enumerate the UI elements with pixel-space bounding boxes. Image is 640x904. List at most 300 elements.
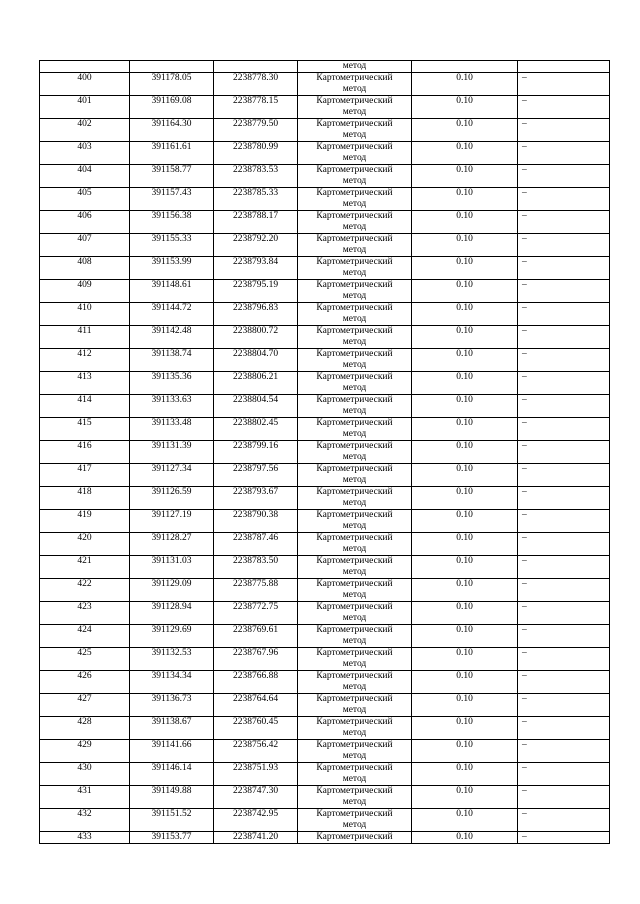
cell-method: [298, 625, 412, 648]
method-line-2: метод: [342, 107, 367, 117]
cell-point-number: 426: [40, 671, 130, 694]
cell-accuracy: 0.10: [412, 602, 518, 625]
cell-point-number: 431: [40, 786, 130, 809]
cell-x: 391169.08: [130, 96, 214, 119]
table-row: [40, 395, 610, 418]
cell-x: 391153.99: [130, 257, 214, 280]
table-row: [40, 96, 610, 119]
cell-point-number: 416: [40, 441, 130, 464]
cell-method: [298, 211, 412, 234]
cell-note: –: [518, 372, 610, 395]
method-line-2: метод: [342, 636, 367, 646]
cell-x: 391136.73: [130, 694, 214, 717]
cell-y: 2238793.67: [214, 487, 298, 510]
method-line-2: метод: [342, 544, 367, 554]
cell-x: 391141.66: [130, 740, 214, 763]
cell-accuracy: 0.10: [412, 165, 518, 188]
method-line-1: Картометрический: [316, 165, 393, 175]
cell-accuracy: 0.10: [412, 303, 518, 326]
cell-x: 391129.69: [130, 625, 214, 648]
cell-method: [298, 510, 412, 533]
method-line-1: Картометрический: [316, 694, 393, 704]
method-line-2: метод: [342, 176, 367, 186]
cell-accuracy: 0.10: [412, 119, 518, 142]
cell-point-number: 405: [40, 188, 130, 211]
cell-note: –: [518, 625, 610, 648]
cell-note: –: [518, 257, 610, 280]
cell-note: –: [518, 418, 610, 441]
cell-y: 2238802.45: [214, 418, 298, 441]
cell-x: 391128.27: [130, 533, 214, 556]
method-line-2: метод: [342, 751, 367, 761]
method-line-2: метод: [342, 383, 367, 393]
cell-method: [298, 418, 412, 441]
method-line-1: Картометрический: [316, 372, 393, 382]
method-line-2: метод: [342, 245, 367, 255]
cell-x: 391134.34: [130, 671, 214, 694]
cell-accuracy: 0.10: [412, 234, 518, 257]
table-row: [40, 809, 610, 832]
cell-accuracy: 0.10: [412, 280, 518, 303]
cell-y: 2238799.16: [214, 441, 298, 464]
coordinates-table: [39, 60, 610, 844]
method-line-1: Картометрический: [316, 211, 393, 221]
cell-method: [298, 188, 412, 211]
cell-point-number: 402: [40, 119, 130, 142]
cell-point-number: [40, 61, 130, 73]
table-row: [40, 533, 610, 556]
cell-accuracy: 0.10: [412, 372, 518, 395]
cell-x: 391131.03: [130, 556, 214, 579]
cell-method: [298, 326, 412, 349]
cell-note: –: [518, 809, 610, 832]
table-row: [40, 832, 610, 844]
cell-method: [298, 579, 412, 602]
method-line-1: Картометрический: [316, 441, 393, 451]
method-line-1: Картометрический: [316, 671, 393, 681]
cell-accuracy: 0.10: [412, 257, 518, 280]
cell-point-number: 432: [40, 809, 130, 832]
table-row: [40, 234, 610, 257]
cell-accuracy: 0.10: [412, 671, 518, 694]
cell-y: 2238779.50: [214, 119, 298, 142]
cell-method: [298, 533, 412, 556]
cell-x: 391155.33: [130, 234, 214, 257]
cell-y: 2238806.21: [214, 372, 298, 395]
cell-method: [298, 694, 412, 717]
cell-x: 391156.38: [130, 211, 214, 234]
cell-y: 2238804.70: [214, 349, 298, 372]
table-row: [40, 740, 610, 763]
cell-accuracy: 0.10: [412, 349, 518, 372]
table-row: [40, 165, 610, 188]
cell-point-number: 428: [40, 717, 130, 740]
method-line-2: метод: [342, 360, 367, 370]
cell-accuracy: 0.10: [412, 464, 518, 487]
cell-point-number: 427: [40, 694, 130, 717]
cell-accuracy: 0.10: [412, 96, 518, 119]
cell-method: [298, 740, 412, 763]
cell-method: [298, 234, 412, 257]
method-line-2: метод: [342, 199, 367, 209]
cell-accuracy: 0.10: [412, 211, 518, 234]
cell-note: –: [518, 510, 610, 533]
method-line-1: Картометрический: [316, 234, 393, 244]
cell-note: –: [518, 579, 610, 602]
cell-y: 2238742.95: [214, 809, 298, 832]
cell-method: [298, 487, 412, 510]
cell-y: 2238788.17: [214, 211, 298, 234]
table-row: [40, 119, 610, 142]
cell-x: 391132.53: [130, 648, 214, 671]
cell-method: [298, 372, 412, 395]
cell-x: 391178.05: [130, 73, 214, 96]
method-line-1: Картометрический: [316, 96, 393, 106]
cell-method: [298, 142, 412, 165]
table-row: [40, 671, 610, 694]
cell-accuracy: 0.10: [412, 832, 518, 844]
method-line-2: метод: [342, 567, 367, 577]
method-line-1: Картометрический: [316, 188, 393, 198]
cell-x: 391127.34: [130, 464, 214, 487]
method-line-1: Картометрический: [316, 487, 393, 497]
method-line-1: Картометрический: [316, 303, 393, 313]
cell-note: –: [518, 349, 610, 372]
method-line-1: Картометрический: [316, 326, 393, 336]
cell-y: 2238775.88: [214, 579, 298, 602]
method-line-1: Картометрический: [316, 832, 393, 842]
cell-accuracy: 0.10: [412, 694, 518, 717]
cell-note: –: [518, 188, 610, 211]
cell-method: [298, 257, 412, 280]
method-line-1: Картометрический: [316, 648, 393, 658]
cell-point-number: 414: [40, 395, 130, 418]
cell-point-number: 424: [40, 625, 130, 648]
table-row: [40, 556, 610, 579]
method-line-1: Картометрический: [316, 556, 393, 566]
cell-x: 391129.09: [130, 579, 214, 602]
cell-y: 2238760.45: [214, 717, 298, 740]
cell-point-number: 403: [40, 142, 130, 165]
cell-y: 2238780.99: [214, 142, 298, 165]
cell-y: 2238769.61: [214, 625, 298, 648]
method-line-1: Картометрический: [316, 533, 393, 543]
cell-accuracy: 0.10: [412, 763, 518, 786]
cell-point-number: 430: [40, 763, 130, 786]
cell-y: 2238764.64: [214, 694, 298, 717]
method-line-1: Картометрический: [316, 740, 393, 750]
cell-x: 391146.14: [130, 763, 214, 786]
cell-accuracy: 0.10: [412, 441, 518, 464]
method-line-2: метод: [342, 475, 367, 485]
cell-y: 2238800.72: [214, 326, 298, 349]
cell-x: 391142.48: [130, 326, 214, 349]
cell-note: –: [518, 142, 610, 165]
table-row: [40, 717, 610, 740]
method-line-2: метод: [342, 268, 367, 278]
cell-point-number: 406: [40, 211, 130, 234]
cell-y: 2238747.30: [214, 786, 298, 809]
method-line-2: метод: [342, 406, 367, 416]
cell-method: [298, 809, 412, 832]
method-line-2: метод: [342, 820, 367, 830]
cell-method: [298, 602, 412, 625]
cell-method: [298, 349, 412, 372]
cell-note: –: [518, 602, 610, 625]
cell-note: –: [518, 234, 610, 257]
cell-method: [298, 717, 412, 740]
cell-method: [298, 648, 412, 671]
cell-accuracy: 0.10: [412, 142, 518, 165]
cell-method: [298, 73, 412, 96]
cell-point-number: 409: [40, 280, 130, 303]
cell-x: 391133.63: [130, 395, 214, 418]
cell-point-number: 421: [40, 556, 130, 579]
method-line-1: Картометрический: [316, 510, 393, 520]
cell-accuracy: 0.10: [412, 717, 518, 740]
method-line-2: метод: [342, 498, 367, 508]
table-row: [40, 510, 610, 533]
cell-accuracy: 0.10: [412, 73, 518, 96]
cell-method: [298, 464, 412, 487]
table-row: [40, 73, 610, 96]
table-row: [40, 326, 610, 349]
table-row: [40, 648, 610, 671]
cell-note: –: [518, 556, 610, 579]
method-line-2: метод: [342, 659, 367, 669]
method-line-2: метод: [342, 682, 367, 692]
cell-method: [298, 556, 412, 579]
table-row: [40, 211, 610, 234]
cell-accuracy: 0.10: [412, 418, 518, 441]
method-line-1: Картометрический: [316, 119, 393, 129]
method-line-1: Картометрический: [316, 809, 393, 819]
cell-y: 2238797.56: [214, 464, 298, 487]
cell-x: 391157.43: [130, 188, 214, 211]
cell-point-number: 411: [40, 326, 130, 349]
cell-point-number: 401: [40, 96, 130, 119]
method-line-2: метод: [342, 130, 367, 140]
cell-note: –: [518, 533, 610, 556]
method-line-1: Картометрический: [316, 142, 393, 152]
cell-point-number: 413: [40, 372, 130, 395]
table-row: [40, 303, 610, 326]
cell-note: –: [518, 648, 610, 671]
cell-y: 2238796.83: [214, 303, 298, 326]
method-line-1: Картометрический: [316, 717, 393, 727]
cell-method: [298, 441, 412, 464]
cell-point-number: 415: [40, 418, 130, 441]
table-row: [40, 372, 610, 395]
cell-point-number: 412: [40, 349, 130, 372]
method-line-2: метод: [342, 222, 367, 232]
cell-note: –: [518, 211, 610, 234]
cell-method: [298, 280, 412, 303]
cell-y: 2238778.30: [214, 73, 298, 96]
method-line-2: метод: [342, 153, 367, 163]
cell-accuracy: 0.10: [412, 786, 518, 809]
cell-y: 2238793.84: [214, 257, 298, 280]
method-line-2: метод: [342, 291, 367, 301]
table-row: [40, 280, 610, 303]
cell-accuracy: 0.10: [412, 188, 518, 211]
coordinates-table-page: [39, 60, 609, 844]
cell-x: 391148.61: [130, 280, 214, 303]
table-row: [40, 349, 610, 372]
cell-accuracy: [412, 61, 518, 73]
cell-point-number: 420: [40, 533, 130, 556]
cell-point-number: 400: [40, 73, 130, 96]
cell-accuracy: 0.10: [412, 556, 518, 579]
method-line-1: Картометрический: [316, 349, 393, 359]
cell-y: 2238792.20: [214, 234, 298, 257]
cell-y: 2238756.42: [214, 740, 298, 763]
cell-x: 391138.74: [130, 349, 214, 372]
cell-x: 391164.30: [130, 119, 214, 142]
table-row: [40, 625, 610, 648]
cell-note: –: [518, 119, 610, 142]
cell-note: –: [518, 395, 610, 418]
cell-x: 391127.19: [130, 510, 214, 533]
cell-accuracy: 0.10: [412, 809, 518, 832]
table-row: [40, 464, 610, 487]
cell-x: 391131.39: [130, 441, 214, 464]
table-row: [40, 763, 610, 786]
cell-point-number: 417: [40, 464, 130, 487]
method-line-1: Картометрический: [316, 73, 393, 83]
cell-method: [298, 96, 412, 119]
table-row: [40, 579, 610, 602]
cell-method: [298, 165, 412, 188]
cell-y: 2238767.96: [214, 648, 298, 671]
cell-x: 391151.52: [130, 809, 214, 832]
method-line-2: метод: [342, 337, 367, 347]
cell-y: 2238772.75: [214, 602, 298, 625]
cell-y: 2238787.46: [214, 533, 298, 556]
table-row: [40, 786, 610, 809]
cell-note: –: [518, 280, 610, 303]
cell-accuracy: 0.10: [412, 740, 518, 763]
cell-accuracy: 0.10: [412, 326, 518, 349]
cell-method: [298, 303, 412, 326]
method-line-1: Картометрический: [316, 418, 393, 428]
cell-x: 391158.77: [130, 165, 214, 188]
table-row: [40, 418, 610, 441]
cell-method: [298, 786, 412, 809]
method-line-1: Картометрический: [316, 280, 393, 290]
method-line-2: метод: [342, 314, 367, 324]
cell-note: –: [518, 165, 610, 188]
cell-x: 391153.77: [130, 832, 214, 844]
method-line-2: метод: [342, 705, 367, 715]
cell-point-number: 418: [40, 487, 130, 510]
table-row: [40, 441, 610, 464]
cell-point-number: 429: [40, 740, 130, 763]
method-line-1: Картометрический: [316, 763, 393, 773]
cell-note: –: [518, 832, 610, 844]
cell-point-number: 423: [40, 602, 130, 625]
cell-note: –: [518, 303, 610, 326]
cell-note: –: [518, 464, 610, 487]
cell-accuracy: 0.10: [412, 625, 518, 648]
cell-y: 2238741.20: [214, 832, 298, 844]
cell-y: 2238785.33: [214, 188, 298, 211]
table-row: [40, 257, 610, 280]
table-row: [40, 602, 610, 625]
table-row: [40, 694, 610, 717]
cell-x: 391149.88: [130, 786, 214, 809]
continued-row: [40, 61, 610, 73]
table-row: [40, 487, 610, 510]
cell-y: 2238778.15: [214, 96, 298, 119]
cell-y: 2238804.54: [214, 395, 298, 418]
cell-point-number: 433: [40, 832, 130, 844]
coordinates-table-body: [40, 61, 610, 844]
cell-y: 2238751.93: [214, 763, 298, 786]
table-row: [40, 188, 610, 211]
cell-method: метод: [298, 61, 412, 73]
cell-y: 2238783.53: [214, 165, 298, 188]
method-line-2: метод: [342, 613, 367, 623]
cell-accuracy: 0.10: [412, 533, 518, 556]
cell-note: [518, 61, 610, 73]
cell-note: –: [518, 441, 610, 464]
cell-point-number: 410: [40, 303, 130, 326]
cell-note: –: [518, 671, 610, 694]
cell-y: 2238795.19: [214, 280, 298, 303]
cell-accuracy: 0.10: [412, 395, 518, 418]
cell-y: 2238783.50: [214, 556, 298, 579]
cell-note: –: [518, 694, 610, 717]
cell-x: 391128.94: [130, 602, 214, 625]
method-line-2: метод: [342, 84, 367, 94]
cell-x: 391144.72: [130, 303, 214, 326]
cell-method: [298, 671, 412, 694]
cell-method: [298, 832, 412, 844]
cell-point-number: 422: [40, 579, 130, 602]
cell-x: 391135.36: [130, 372, 214, 395]
cell-accuracy: 0.10: [412, 648, 518, 671]
cell-y: 2238766.88: [214, 671, 298, 694]
cell-note: –: [518, 740, 610, 763]
method-line-1: Картометрический: [316, 602, 393, 612]
cell-x: 391133.48: [130, 418, 214, 441]
cell-method: [298, 119, 412, 142]
cell-note: –: [518, 763, 610, 786]
method-line-1: Картометрический: [316, 579, 393, 589]
cell-note: –: [518, 73, 610, 96]
cell-y: [214, 61, 298, 73]
method-line-2: метод: [342, 728, 367, 738]
cell-accuracy: 0.10: [412, 579, 518, 602]
cell-point-number: 425: [40, 648, 130, 671]
method-line-1: Картометрический: [316, 786, 393, 796]
cell-method: [298, 763, 412, 786]
cell-note: –: [518, 487, 610, 510]
cell-note: –: [518, 96, 610, 119]
method-line-1: Картометрический: [316, 257, 393, 267]
method-line-2: метод: [342, 590, 367, 600]
cell-x: 391126.59: [130, 487, 214, 510]
method-line-2: метод: [342, 521, 367, 531]
method-line-1: Картометрический: [316, 395, 393, 405]
cell-note: –: [518, 786, 610, 809]
cell-x: 391138.67: [130, 717, 214, 740]
method-line-2: метод: [342, 797, 367, 807]
cell-accuracy: 0.10: [412, 487, 518, 510]
cell-point-number: 404: [40, 165, 130, 188]
cell-point-number: 407: [40, 234, 130, 257]
